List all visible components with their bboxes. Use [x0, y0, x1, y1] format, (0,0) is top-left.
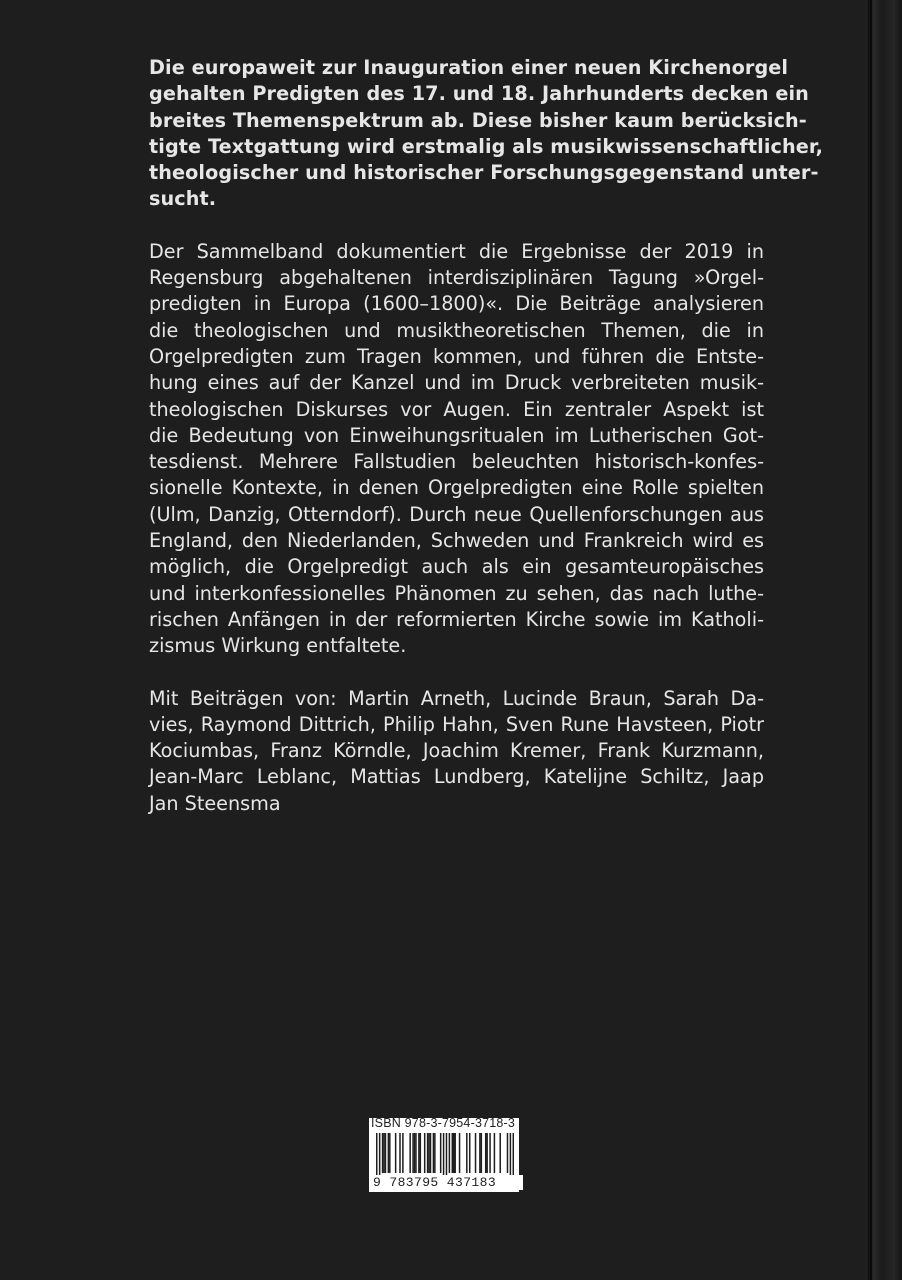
text-line: Die europaweit zur Inauguration einer neuen Kirchenorgel: [149, 56, 789, 79]
barcode-bar: [418, 1133, 420, 1173]
barcode-bar: [428, 1133, 430, 1173]
barcode-bar: [383, 1133, 385, 1173]
barcode-bar: [440, 1133, 442, 1173]
barcode-bar: [388, 1133, 390, 1173]
text-line: und interkonfessionelles Phänomen zu sehen, das nach luthe-: [149, 581, 764, 605]
barcode-bar: [452, 1133, 454, 1173]
spine-hinge-line: [870, 0, 872, 1280]
barcode-bar: [459, 1133, 461, 1173]
description-paragraph: [149, 239, 764, 660]
text-line: rischen Anfängen in der reformierten Kirche sowie im Katholi-: [149, 607, 764, 631]
text-line: Kociumbas, Franz Körndle, Joachim Kremer, Frank Kurzmann,: [149, 739, 764, 763]
barcode-bar: [402, 1133, 404, 1173]
barcode-bar: [434, 1133, 436, 1173]
barcode-bar: [449, 1133, 451, 1173]
text-line: sucht.: [149, 187, 217, 211]
barcode-bar: [379, 1133, 381, 1179]
barcode-bar: [399, 1133, 401, 1173]
barcode-bar: [507, 1133, 509, 1173]
text-line: gehalten Predigten des 17. und 18. Jahrhunderts decken ein: [149, 82, 809, 106]
barcode-bar: [385, 1133, 387, 1173]
text-line: Mit Beiträgen von: Martin Arneth, Lucinde Braun, Sarah Da-: [149, 686, 764, 710]
text-line: hung eines auf der Kanzel und im Druck verbreiteten musik-: [149, 371, 764, 395]
barcode-digits: 9 783795 437183: [371, 1175, 523, 1190]
text-line: zismus Wirkung entfaltete.: [149, 634, 407, 658]
intro-paragraph: [149, 55, 823, 213]
barcode-bars: [376, 1133, 514, 1179]
barcode-bar: [494, 1133, 496, 1173]
text-line: theologischen Diskurses vor Augen. Ein zentraler Aspekt ist: [149, 397, 764, 421]
barcode-bar: [443, 1133, 445, 1179]
barcode-bar: [454, 1133, 456, 1173]
barcode-bar: [446, 1133, 448, 1179]
barcode-bar: [433, 1133, 435, 1173]
barcode-bar: [513, 1133, 514, 1179]
text-line: theologischer und historischer Forschungsgegenstand unter-: [149, 161, 819, 185]
barcode-bar: [479, 1133, 481, 1173]
spine-edge: [868, 0, 902, 1280]
text-line: sionelle Kontexte, in denen Orgelpredigten eine Rolle spielten: [149, 476, 764, 500]
barcode-bar: [486, 1133, 488, 1173]
barcode-bar: [475, 1133, 477, 1173]
blurb-text: [149, 55, 823, 843]
text-line: tigte Textgattung wird erstmalig als musikwissenschaftlicher,: [149, 134, 823, 158]
barcode-bar: [469, 1133, 471, 1173]
barcode-bar: [424, 1133, 426, 1173]
barcode-bar: [427, 1133, 429, 1173]
text-line: tesdienst. Mehrere Fallstudien beleuchten historisch-konfes-: [149, 450, 764, 474]
barcode-bar: [389, 1133, 391, 1173]
text-line: Jan Steensma: [149, 791, 281, 815]
barcode-bar: [395, 1133, 397, 1173]
barcode-bar: [485, 1133, 487, 1173]
barcode-bar: [412, 1133, 414, 1173]
barcode-bar: [489, 1133, 491, 1173]
text-line: die theologischen und musiktheoretischen Themen, die in: [149, 318, 764, 342]
barcode-bar: [414, 1133, 416, 1173]
text-line: Regensburg abgehaltenen interdisziplinären Tagung »Orgel-: [149, 266, 764, 290]
barcode-bar: [409, 1133, 411, 1173]
text-line: möglich, die Orgelpredigt auch als ein gesamteuropäisches: [149, 555, 764, 579]
text-line: predigten in Europa (1600–1800)«. Die Beiträge analysieren: [149, 292, 764, 316]
contributors-paragraph: [149, 686, 764, 817]
text-line: England, den Niederlanden, Schweden und Frankreich wird es: [149, 529, 764, 553]
text-line: Jean-Marc Leblanc, Mattias Lundberg, Katelijne Schiltz, Jaap: [149, 765, 764, 789]
barcode-bar: [453, 1133, 455, 1173]
barcode-bar: [466, 1133, 468, 1173]
barcode-bar: [510, 1133, 512, 1179]
barcode-bar: [415, 1133, 417, 1173]
text-line: breites Themenspektrum ab. Diese bisher kaum berücksich-: [149, 108, 807, 132]
barcode-bar: [481, 1133, 483, 1173]
text-line: Orgelpredigten zum Tragen kommen, und führen die Entste-: [149, 344, 764, 368]
barcode-bar: [430, 1133, 432, 1173]
barcode-bar: [420, 1133, 422, 1173]
barcode-bar: [382, 1133, 384, 1173]
isbn-label: ISBN 978-3-7954-3718-3: [371, 1116, 516, 1130]
barcode-bar: [499, 1133, 501, 1173]
barcode-bar: [376, 1133, 378, 1179]
text-line: vies, Raymond Dittrich, Philip Hahn, Sven Rune Havsteen, Piotr: [149, 712, 764, 736]
text-line: die Bedeutung von Einweihungsritualen im Lutherischen Got-: [149, 423, 764, 447]
text-line: Der Sammelband dokumentiert die Ergebnisse der 2019 in: [149, 239, 764, 263]
text-line: (Ulm, Danzig, Otterndorf). Durch neue Quellenforschungen aus: [149, 502, 764, 526]
